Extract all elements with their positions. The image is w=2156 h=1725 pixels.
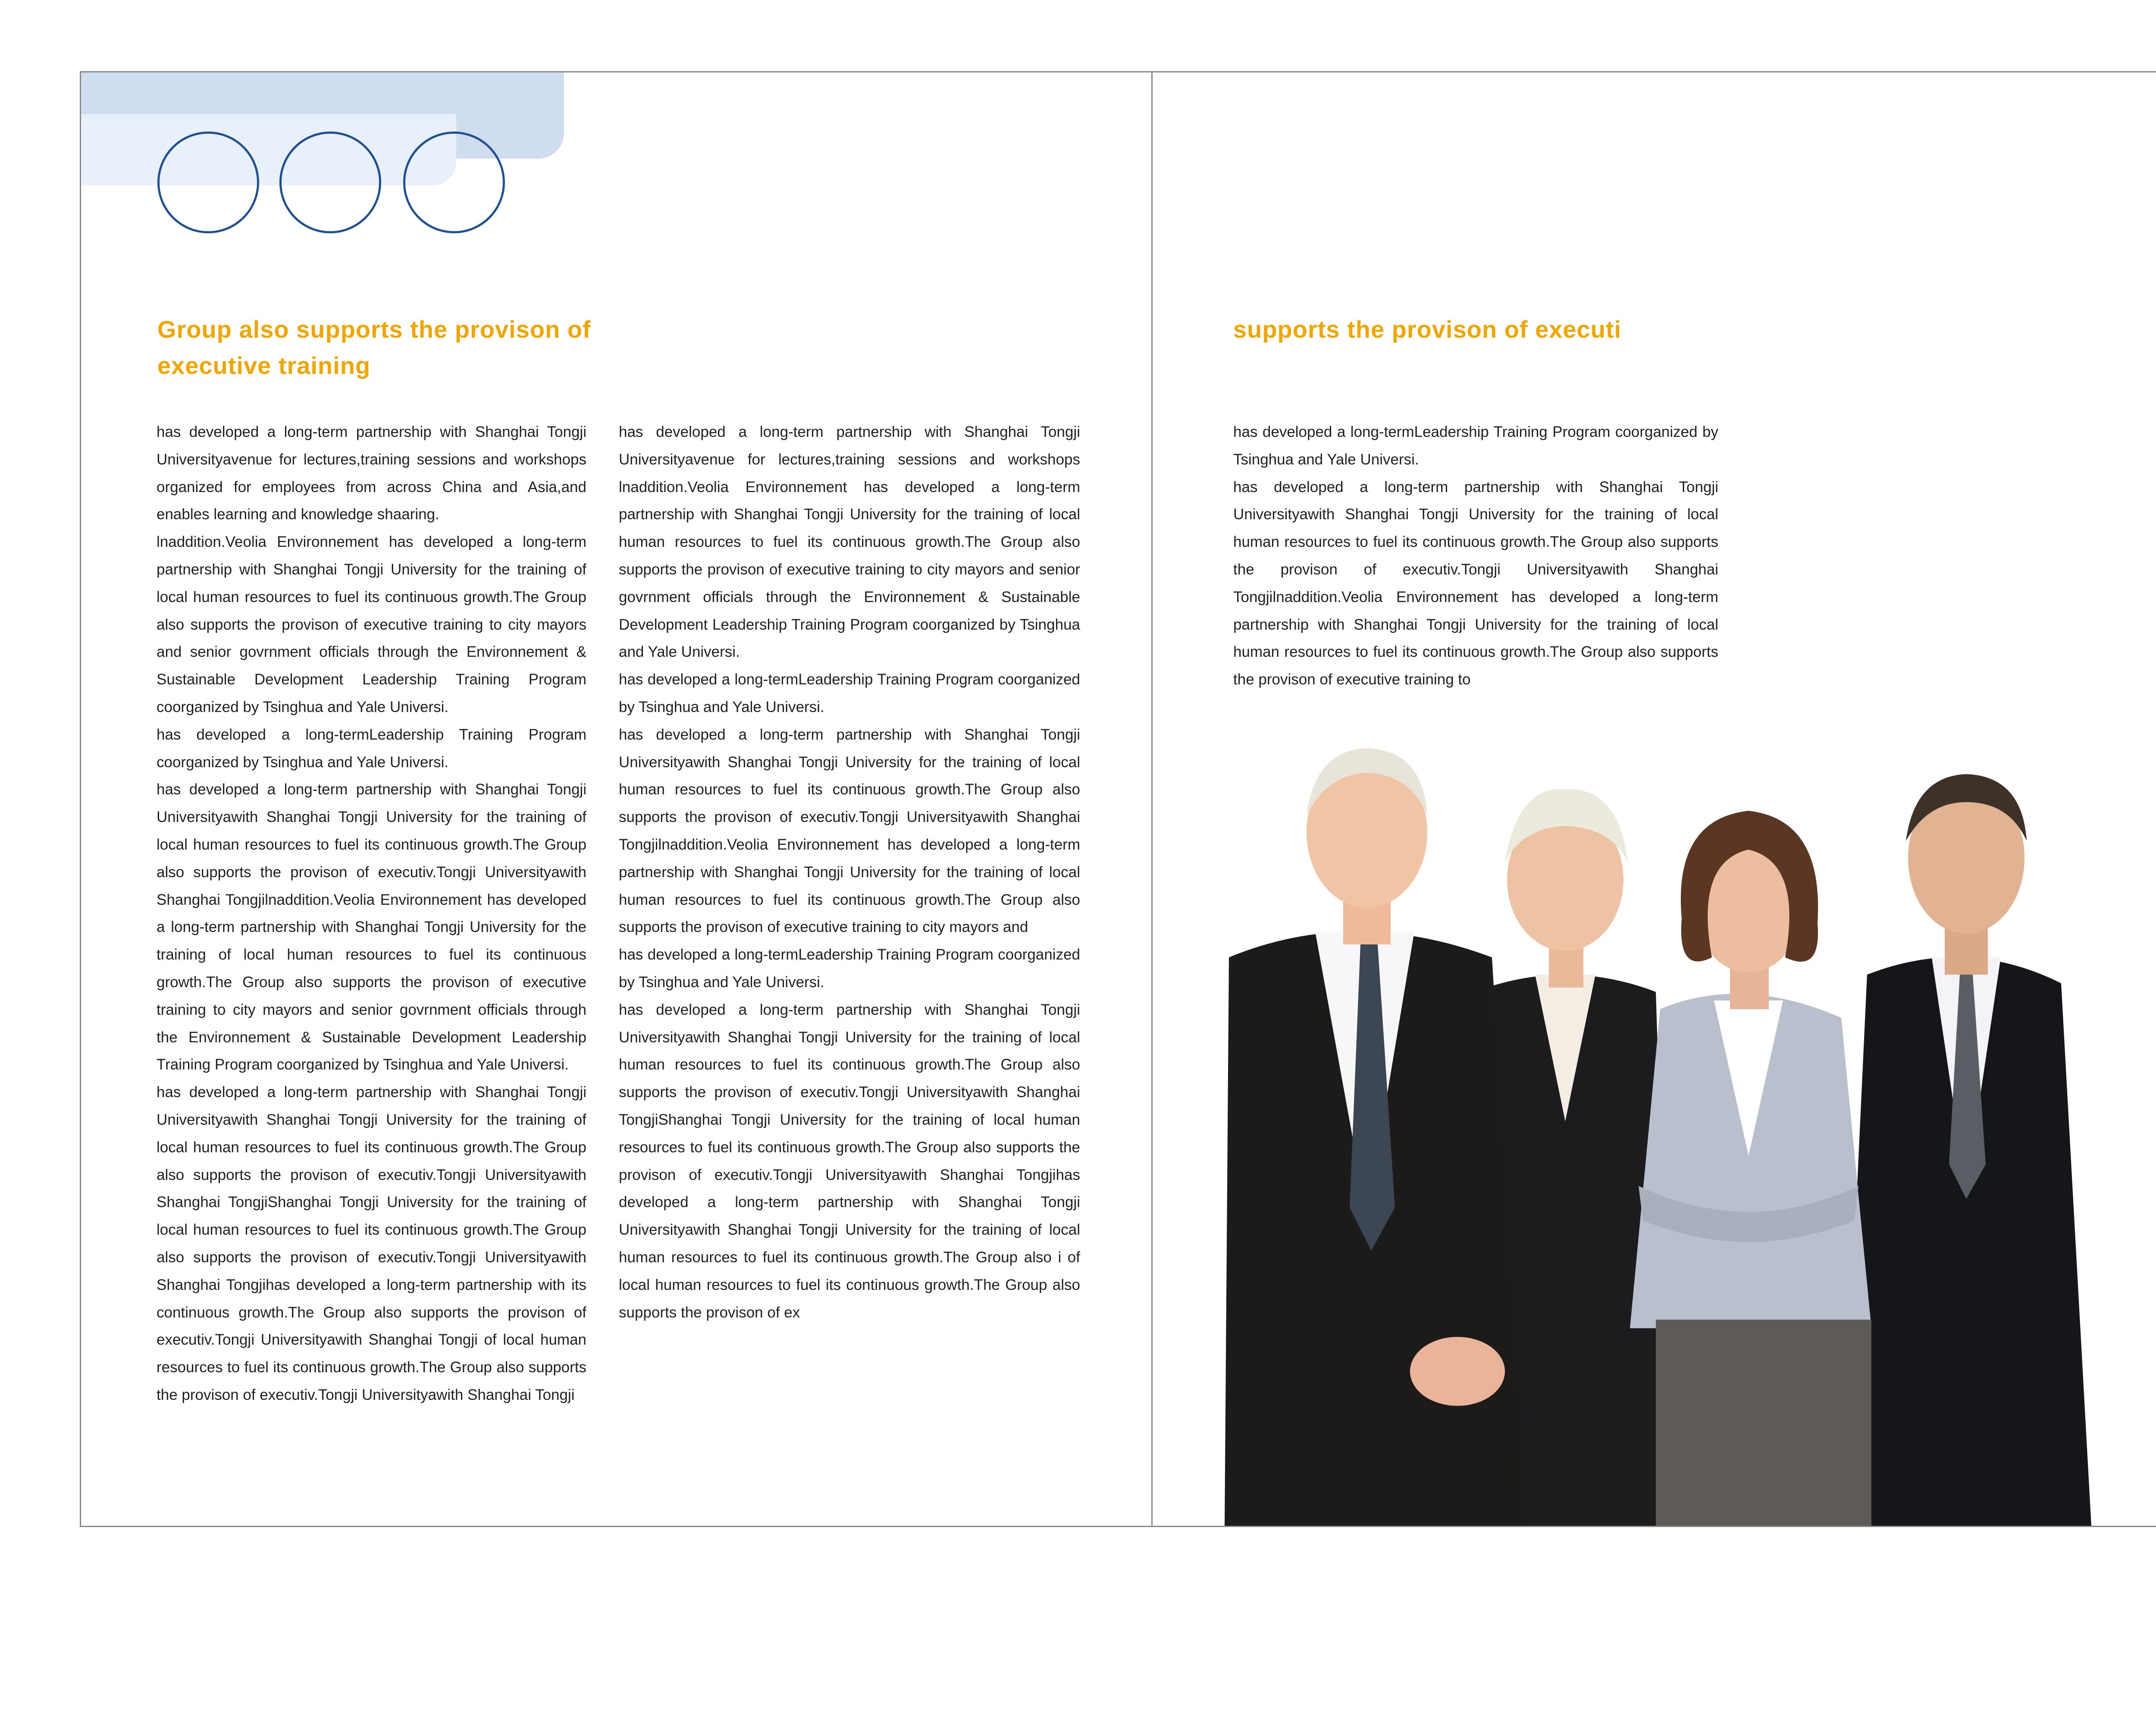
right-text-column: [1233, 418, 1718, 693]
circle-icon-3: [403, 132, 505, 233]
paragraph: has developed a long-termLeadership Training Program coorganized by Tsinghua and Yale Universi.: [619, 671, 1080, 715]
left-text-column-2: [619, 418, 1080, 1326]
circle-icon-2: [279, 132, 381, 233]
left-text-column-1: [157, 418, 586, 1409]
right-page-heading: supports the provison of executi: [1233, 316, 1622, 343]
paragraph: has developed a long-termLeadership Training Program coorganized by Tsinghua and Yale Universi.: [1233, 423, 1718, 468]
paragraph: has developed a long-term partnership with Shanghai Tongji Universityawith Shanghai Tongji University for the training of local human resources to fuel its continuous growth.The Group also supports the provison of executiv.Tongji Universityawith Shanghai Tongjilnaddition.Veolia Environnement has developed a long-term partnership with Shanghai Tongji University for the training of local human resources to fuel its continuous growth.The Group also supports the provison of executive training to city mayors and senior govrnment officials through the Environnement & Sustainable Development Leadership Training Program coorganized by Tsinghua and Yale Universi.: [157, 781, 586, 1073]
paragraph: has developed a long-termLeadership Training Program coorganized by Tsinghua and Yale Universi.: [157, 726, 586, 771]
paragraph: has developed a long-term partnership with Shanghai Tongji Universityawith Shanghai Tongji University for the training of local human resources to fuel its continuous growth.The Group also supports the provison of executiv.Tongji Universityawith Shanghai TongjiShanghai Tongji University for the training of local human resources to fuel its continuous growth.The Group also supports the provison of executiv.Tongji Universityawith Shanghai Tongjihas developed a long-term partnership with Shanghai Tongji Universityawith Shanghai Tongji University for the training of local human resources to fuel its continuous growth.The Group also i of local human resources to fuel its continuous growth.The Group also supports the provison of ex: [619, 1001, 1080, 1321]
person-man-left: [1225, 748, 1526, 1526]
paragraph: has developed a long-term partnership with Shanghai Tongji Universityavenue for lectures,training sessions and workshops lnaddition.Veolia Environnement has developed a long-term partnership with Shanghai Tongji University for the training of local human resources to fuel its continuous growth.The Group also supports the provison of executive training to city mayors and senior govrnment officials through the Environnement & Sustainable Development Leadership Training Program coorganized by Tsinghua and Yale Universi.: [619, 423, 1080, 661]
circle-icon-1: [157, 132, 259, 233]
paragraph: has developed a long-term partnership with Shanghai Tongji Universityavenue for lectures,training sessions and workshops organized for employees from across China and Asia,and enables learning and knowledge shaaring.: [157, 423, 586, 523]
paragraph: has developed a long-termLeadership Training Program coorganized by Tsinghua and Yale Universi.: [619, 946, 1080, 991]
page-spine: [1151, 71, 1153, 1527]
paragraph: lnaddition.Veolia Environnement has developed a long-term partnership with Shanghai Tongji University for the training of local human resources to fuel its continuous growth.The Group also supports the provison of executive training to city mayors and senior govrnment officials through the Environnement & Sustainable Development Leadership Training Program coorganized by Tsinghua and Yale Universi.: [157, 533, 586, 715]
paragraph: has developed a long-term partnership with Shanghai Tongji Universityawith Shanghai Tongji University for the training of local human resources to fuel its continuous growth.The Group also supports the provison of executiv.Tongji Universityawith Shanghai Tongjilnaddition.Veolia Environnement has developed a long-term partnership with Shanghai Tongji University for the training of local human resources to fuel its continuous growth.The Group also supports the provison of executive training to city mayors and: [619, 726, 1080, 936]
person-woman-front: [1630, 811, 1871, 1526]
paragraph: has developed a long-term partnership with Shanghai Tongji Universityawith Shanghai Tongji University for the training of local human resources to fuel its continuous growth.The Group also supports the provison of executiv.Tongji Universityawith Shanghai Tongjilnaddition.Veolia Environnement has developed a long-term partnership with Shanghai Tongji University for the training of local human resources to fuel its continuous growth.The Group also supports the provison of executive training to: [1233, 478, 1718, 688]
paragraph: has developed a long-term partnership with Shanghai Tongji Universityawith Shanghai Tongji University for the training of local human resources to fuel its continuous growth.The Group also supports the provison of executiv.Tongji Universityawith Shanghai TongjiShanghai Tongji University for the training of local human resources to fuel its continuous growth.The Group also supports the provison of executiv.Tongji Universityawith Shanghai Tongjihas developed a long-term partnership with its continuous growth.The Group also supports the provison of executiv.Tongji Universityawith Shanghai Tongji of local human resources to fuel its continuous growth.The Group also supports the provison of executiv.Tongji Universityawith Shanghai Tongji: [157, 1084, 586, 1403]
left-page-heading: Group also supports the provison of executive training: [157, 316, 591, 379]
header-tab-front: [81, 114, 456, 185]
person-man-right: [1841, 774, 2091, 1526]
business-team-photo: [1225, 733, 2156, 1526]
